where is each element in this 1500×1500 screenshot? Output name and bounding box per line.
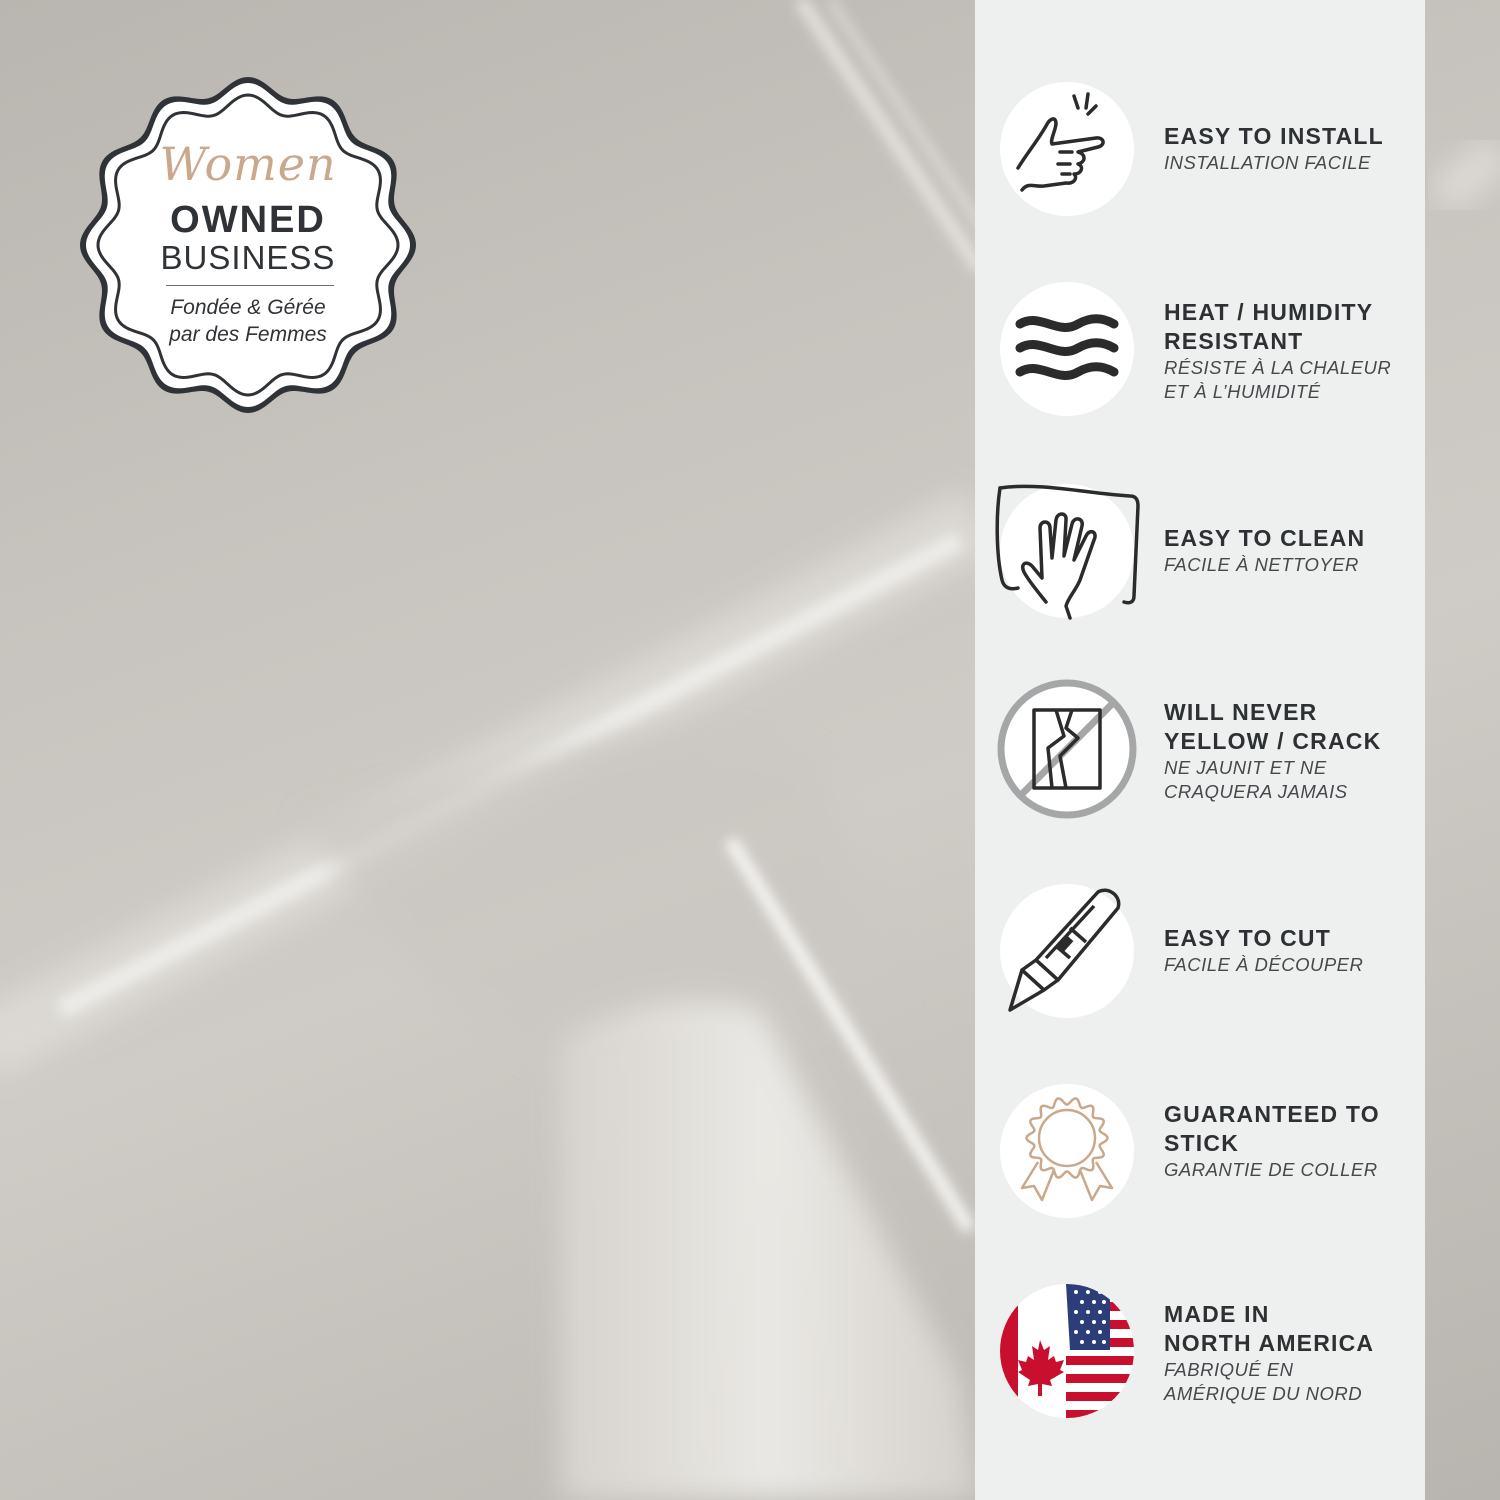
badge-french-line2: par des Femmes [169,323,327,346]
feature-subtitle-line2: ET À L’HUMIDITÉ [1164,381,1321,402]
feature-text [1164,298,1419,404]
feature-title: EASY TO CLEAN [1164,525,1366,551]
feature-text [1164,698,1419,804]
feature-icon-circle [1000,484,1134,618]
features-panel [975,0,1425,1500]
feature-title-line2: YELLOW / CRACK [1164,728,1382,754]
utility-knife-icon [1000,884,1134,1018]
feature-subtitle-line2: CRAQUERA JAMAIS [1164,781,1348,802]
feature-guaranteed-stick [975,1084,1425,1224]
badge-divider [166,285,334,286]
feature-icon-circle [1000,82,1134,216]
feature-title-line1: MADE IN [1164,1301,1270,1327]
feature-title-line1: WILL NEVER [1164,699,1318,725]
award-rosette-icon [1000,1084,1134,1218]
feature-title-line2: STICK [1164,1130,1239,1156]
badge-french-line1: Fondée & Gérée [170,296,326,319]
feature-easy-clean [975,484,1425,624]
feature-text [1164,122,1419,175]
feature-title: EASY TO CUT [1164,925,1331,951]
feature-title-line1: HEAT / HUMIDITY [1164,299,1374,325]
feature-title-line2: RESISTANT [1164,328,1304,354]
feature-text [1164,524,1419,577]
badge-owned: OWNED [170,199,326,241]
no-crack-icon [1000,682,1134,816]
feature-subtitle: INSTALLATION FACILE [1164,152,1371,173]
women-owned-badge [78,75,418,415]
finger-snap-icon [1000,82,1134,216]
feature-subtitle-line2: AMÉRIQUE DU NORD [1164,1383,1363,1404]
waves-icon [1000,282,1134,416]
feature-icon-circle [1000,282,1134,416]
feature-subtitle: FACILE À NETTOYER [1164,554,1359,575]
feature-easy-install [975,82,1425,222]
feature-icon-circle [1000,884,1134,1018]
feature-subtitle: FACILE À DÉCOUPER [1164,954,1364,975]
badge-text [78,75,418,415]
feature-made-in-north-america [975,1284,1425,1424]
feature-text [1164,1100,1419,1182]
canada-usa-flag-icon [1000,1284,1134,1418]
feature-text [1164,924,1419,977]
feature-text [1164,1300,1419,1406]
feature-subtitle: GARANTIE DE COLLER [1164,1159,1378,1180]
feature-subtitle-line1: FABRIQUÉ EN [1164,1359,1294,1380]
feature-subtitle-line1: NE JAUNIT ET NE [1164,757,1327,778]
feature-icon-circle [1000,1284,1134,1418]
feature-title-line2: NORTH AMERICA [1164,1330,1375,1356]
feature-title: EASY TO INSTALL [1164,123,1384,149]
hand-wipe-icon [1000,484,1134,618]
badge-business: BUSINESS [160,239,336,276]
feature-icon-circle [1000,682,1134,816]
feature-subtitle-line1: RÉSISTE À LA CHALEUR [1164,357,1392,378]
badge-script-word: Women [159,137,337,191]
feature-title-line1: GUARANTEED TO [1164,1101,1380,1127]
feature-easy-cut [975,884,1425,1024]
feature-icon-circle [1000,1084,1134,1218]
feature-heat-humidity [975,282,1425,422]
feature-no-yellow-crack [975,682,1425,822]
